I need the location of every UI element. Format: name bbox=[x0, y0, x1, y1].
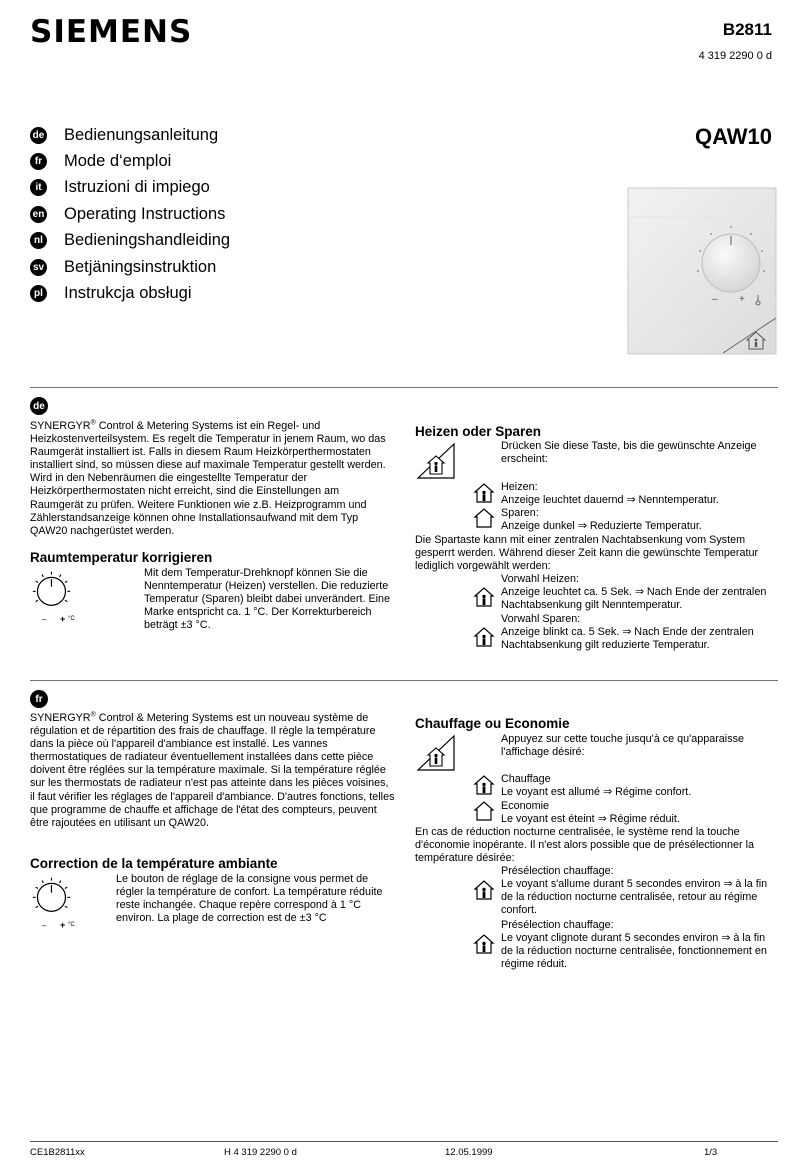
language-label: Betjäningsinstruktion bbox=[64, 257, 217, 276]
language-label: Operating Instructions bbox=[64, 204, 226, 223]
preselect-heat-text-de: Anzeige leuchtet ca. 5 Sek. ⇒ Nach Ende der zentralen Nachtabsenkung gilt Nenntemperatur. bbox=[501, 586, 767, 612]
heat-label-fr: Chauffage bbox=[501, 773, 551, 785]
dial-minus: – bbox=[42, 615, 47, 624]
house-filled-icon bbox=[473, 587, 495, 607]
document-reference: 4 319 2290 0 d bbox=[698, 50, 772, 62]
intro-paragraph-de: SYNERGYR® Control & Metering Systems ist ein Regel- und Heizkostenverteilsystem. Es regelt die Temperatur in jenem Raum, wo das Raumgerät installiert ist. Falls in diesem Raum Heizkörperthermostaten installiert sind, so müssen diese auf maximale Temperatur gestellt werden. Wird in den Nebenräumen die eingestellte Temperatur der Heizkörperthermostaten nicht erreicht, sind die Einstellungen am Raumgerät zu prüfen. Weitere Funktionen wie z.B. Heizprogramm und Zählerstandsanzeige können ohne Installationsaufwand mit dem Typ QAW20 nachgerüstet werden. bbox=[30, 419, 386, 537]
language-item-nl[interactable] bbox=[30, 228, 230, 254]
language-badge: it bbox=[30, 179, 47, 196]
language-badge: pl bbox=[30, 285, 47, 302]
save-text-fr: Le voyant est éteint ⇒ Régime réduit. bbox=[501, 813, 680, 825]
language-item-de[interactable] bbox=[30, 122, 230, 148]
language-label: Mode d‘emploi bbox=[64, 152, 172, 171]
dial-unit: °C bbox=[68, 922, 75, 928]
press-instruction-de: Drücken Sie diese Taste, bis die gewünschte Anzeige erscheint: bbox=[501, 440, 757, 466]
footer-divider bbox=[30, 1141, 778, 1142]
preselect-save-text-de: Anzeige blinkt ca. 5 Sek. ⇒ Nach Ende der zentralen Nachtabsenkung gilt reduzierte Temperatur. bbox=[501, 626, 754, 652]
house-filled-icon bbox=[473, 934, 495, 954]
device-minus-label: – bbox=[712, 294, 718, 305]
document-number: B2811 bbox=[722, 20, 772, 39]
save-label-de: Sparen: bbox=[501, 507, 539, 519]
language-item-it[interactable] bbox=[30, 175, 230, 201]
central-setback-text-de: Die Spartaste kann mit einer zentralen Nachtabsenkung vom System gesperrt werden. Während dieser Zeit kann die gewünschte Temperatur lediglich vorgewählt werden: bbox=[415, 534, 759, 573]
heat-text-de: Anzeige leuchtet dauernd ⇒ Nenntemperatur. bbox=[501, 494, 719, 506]
section-badge-de: de bbox=[30, 397, 48, 415]
house-empty-icon bbox=[473, 801, 495, 821]
language-item-fr[interactable] bbox=[30, 148, 230, 174]
footer-page-number: 1/3 bbox=[704, 1147, 718, 1158]
section-fr bbox=[30, 690, 48, 708]
language-item-pl[interactable] bbox=[30, 280, 230, 306]
heading-heat-or-save-de: Heizen oder Sparen bbox=[415, 424, 542, 439]
house-filled-icon bbox=[473, 880, 495, 900]
house-filled-icon bbox=[473, 483, 495, 503]
section-divider bbox=[30, 387, 778, 388]
heading-room-temperature-fr: Correction de la température ambiante bbox=[30, 856, 278, 871]
room-temperature-text-fr: Le bouton de réglage de la consigne vous permet de régler la température de confort. La température réduite reste inchangée. Chaque repère correspond à 1 °C environ. La plage de correction est de ±3 °C bbox=[116, 873, 383, 925]
footer-date: 12.05.1999 bbox=[445, 1147, 493, 1158]
preselect-heat-text-fr: Le voyant s'allume durant 5 secondes environ ⇒ à la fin de la réduction nocturne centralisée, retour au régime confort. bbox=[501, 878, 768, 917]
language-badge: de bbox=[30, 127, 47, 144]
dial-plus: + bbox=[60, 614, 66, 624]
language-badge: sv bbox=[30, 259, 47, 276]
economy-button-icon bbox=[415, 733, 457, 773]
dial-minus: – bbox=[42, 921, 47, 930]
save-text-de: Anzeige dunkel ⇒ Reduzierte Temperatur. bbox=[501, 520, 702, 532]
language-label: Istruzioni di impiego bbox=[64, 178, 210, 197]
language-badge: fr bbox=[30, 153, 47, 170]
dial-icon bbox=[30, 568, 86, 631]
section-badge-fr: fr bbox=[30, 690, 48, 708]
language-item-en[interactable] bbox=[30, 201, 230, 227]
preselect-heat-label-fr: Présélection chauffage: bbox=[501, 865, 614, 877]
house-filled-icon bbox=[473, 775, 495, 795]
preselect-save-label-fr: Présélection chauffage: bbox=[501, 919, 614, 931]
language-badge: nl bbox=[30, 232, 47, 249]
heat-label-de: Heizen: bbox=[501, 481, 538, 493]
language-item-sv[interactable] bbox=[30, 254, 230, 280]
house-empty-icon bbox=[473, 508, 495, 528]
footer-document-code: CE1B2811xx bbox=[30, 1147, 85, 1158]
preselect-save-text-fr: Le voyant clignote durant 5 secondes environ ⇒ à la fin de la réduction nocturne centralisée, fonctionnement en régime réduit. bbox=[501, 932, 767, 971]
language-label: Instrukcja obsługi bbox=[64, 284, 192, 303]
device-illustration bbox=[627, 187, 779, 362]
intro-paragraph-fr: SYNERGYR® Control & Metering Systems est un nouveau système de régulation et de répartition des frais de chauffage. Il règle la température dans la pièce où l'appareil d'ambiance est installé. Les vannes thermostatiques de radiateur éventuellement installées dans cette pièce doivent être réglées sur la température maximale. Si la température réglée sur les thermostats de radiateur n'est pas atteinte dans les pièces voisines, il faut vérifier les réglages de l'appareil d'ambiance. D'autres fonctions, telles que programme de chauffe et affichage de l'état des compteurs, peuvent être rajoutées en utilisant un QAW20. bbox=[30, 711, 395, 829]
siemens-logo: SIEMENS bbox=[30, 14, 193, 50]
language-label: Bedieningshandleiding bbox=[64, 231, 231, 250]
economy-button-icon bbox=[415, 441, 457, 481]
preselect-save-label-de: Vorwahl Sparen: bbox=[501, 613, 581, 625]
room-temperature-text-de: Mit dem Temperatur-Drehknopf können Sie die Nenntemperatur (Heizen) verstellen. Die reduzierte Temperatur (Sparen) bleibt dabei unverändert. Eine Marke entspricht ca. 1 °C. Der Korrekturbereich beträgt ±3 °C. bbox=[144, 567, 391, 632]
section-divider bbox=[30, 680, 778, 681]
preselect-heat-label-de: Vorwahl Heizen: bbox=[501, 573, 580, 585]
language-badge: en bbox=[30, 206, 47, 223]
heading-room-temperature-de: Raumtemperatur korrigieren bbox=[30, 550, 213, 565]
heat-text-fr: Le voyant est allumé ⇒ Régime confort. bbox=[501, 786, 692, 798]
central-setback-text-fr: En cas de réduction nocturne centralisée, le système rend la touche d'économie inopérante. Il n'est alors possible que de présélectionner la température désirée: bbox=[415, 826, 755, 865]
language-list bbox=[30, 122, 230, 307]
dial-unit: °C bbox=[68, 616, 75, 622]
footer-reference: H 4 319 2290 0 d bbox=[224, 1147, 297, 1158]
device-plus-label: + bbox=[739, 294, 745, 305]
press-instruction-fr: Appuyez sur cette touche jusqu'à ce qu'apparaisse l'affichage désiré: bbox=[501, 733, 745, 759]
heading-heat-or-save-fr: Chauffage ou Economie bbox=[415, 716, 570, 731]
language-label: Bedienungsanleitung bbox=[64, 125, 219, 144]
dial-icon bbox=[30, 874, 86, 937]
save-label-fr: Economie bbox=[501, 800, 550, 812]
house-filled-icon bbox=[473, 627, 495, 647]
section-de bbox=[30, 397, 48, 415]
dial-plus: + bbox=[60, 920, 66, 930]
model-number: QAW10 bbox=[694, 124, 772, 149]
